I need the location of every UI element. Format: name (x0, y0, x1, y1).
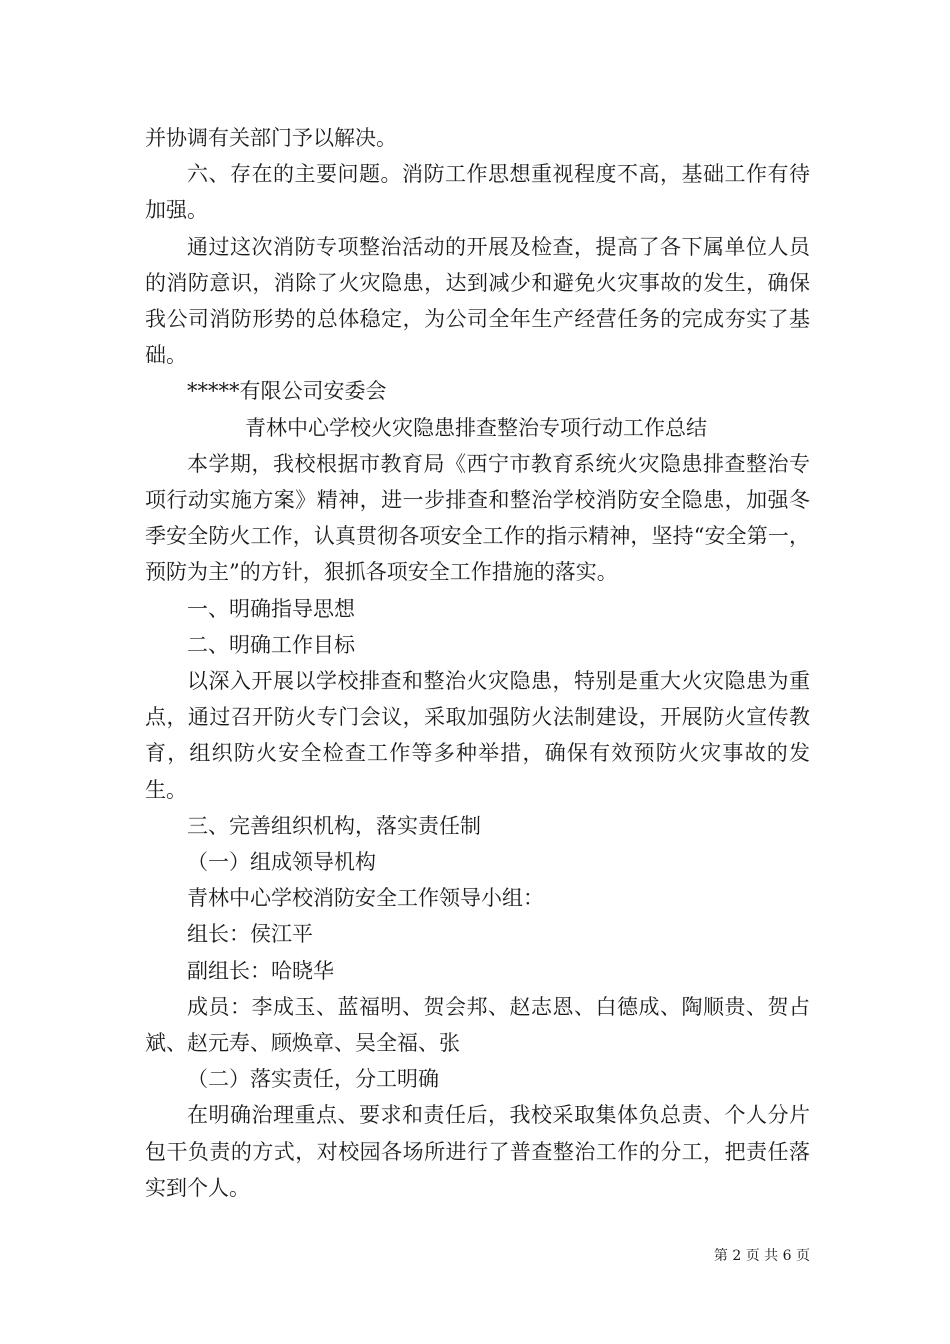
paragraph: 并协调有关部门予以解决。 (145, 126, 397, 150)
document-body (145, 120, 810, 1206)
heading-work-goal: 二、明确工作目标 (187, 632, 355, 657)
paragraph: 在明确治理重点、要求和责任后，我校采取集体负总责、个人分片包干负责的方式，对校园各场所进行了普查整治工作的分工，把责任落实到个人。 (145, 1103, 810, 1200)
paragraph: 青林中心学校消防安全工作领导小组： (187, 886, 544, 911)
signature-line: *****有限公司安委会 (187, 379, 387, 404)
deputy-leader: 副组长：哈晓华 (187, 958, 334, 983)
page-number: 第 2 页 共 6 页 (713, 1248, 810, 1264)
subheading-responsibility: （二）落实责任，分工明确 (187, 1067, 439, 1092)
heading-guiding-idea: 一、明确指导思想 (187, 596, 355, 621)
paragraph: 通过这次消防专项整治活动的开展及检查，提高了各下属单位人员的消防意识，消除了火灾隐患，达到减少和避免火灾事故的发生，确保我公司消防形势的总体稳定，为公司全年生产经营任务的完成夯实了基础。 (145, 234, 810, 368)
heading-organization: 三、完善组织机构，落实责任制 (187, 813, 481, 838)
paragraph: 本学期，我校根据市教育局《西宁市教育系统火灾隐患排查整治专项行动实施方案》精神，进一步排查和整治学校消防安全隐患，加强冬季安全防火工作，认真贯彻各项安全工作的指示精神，坚持“安全第一，预防为主”的方针，狠抓各项安全工作措施的落实。 (145, 451, 810, 585)
paragraph: 六、存在的主要问题。消防工作思想重视程度不高，基础工作有待加强。 (145, 162, 810, 223)
members-list: 成员：李成玉、蓝福明、贺会邦、赵志恩、白德成、陶顺贵、贺占斌、赵元寿、顾焕章、吴全福、张 (145, 994, 810, 1056)
group-leader: 组长：侯江平 (187, 922, 313, 947)
section-title: 青林中心学校火灾隐患排查整治专项行动工作总结 (245, 415, 707, 440)
paragraph: 以深入开展以学校排查和整治火灾隐患，特别是重大火灾隐患为重点，通过召开防火专门会议，采取加强防火法制建设，开展防火宣传教育，组织防火安全检查工作等多种举措，确保有效预防火灾事故的发生。 (145, 669, 810, 802)
subheading-leadership: （一）组成领导机构 (187, 850, 376, 875)
